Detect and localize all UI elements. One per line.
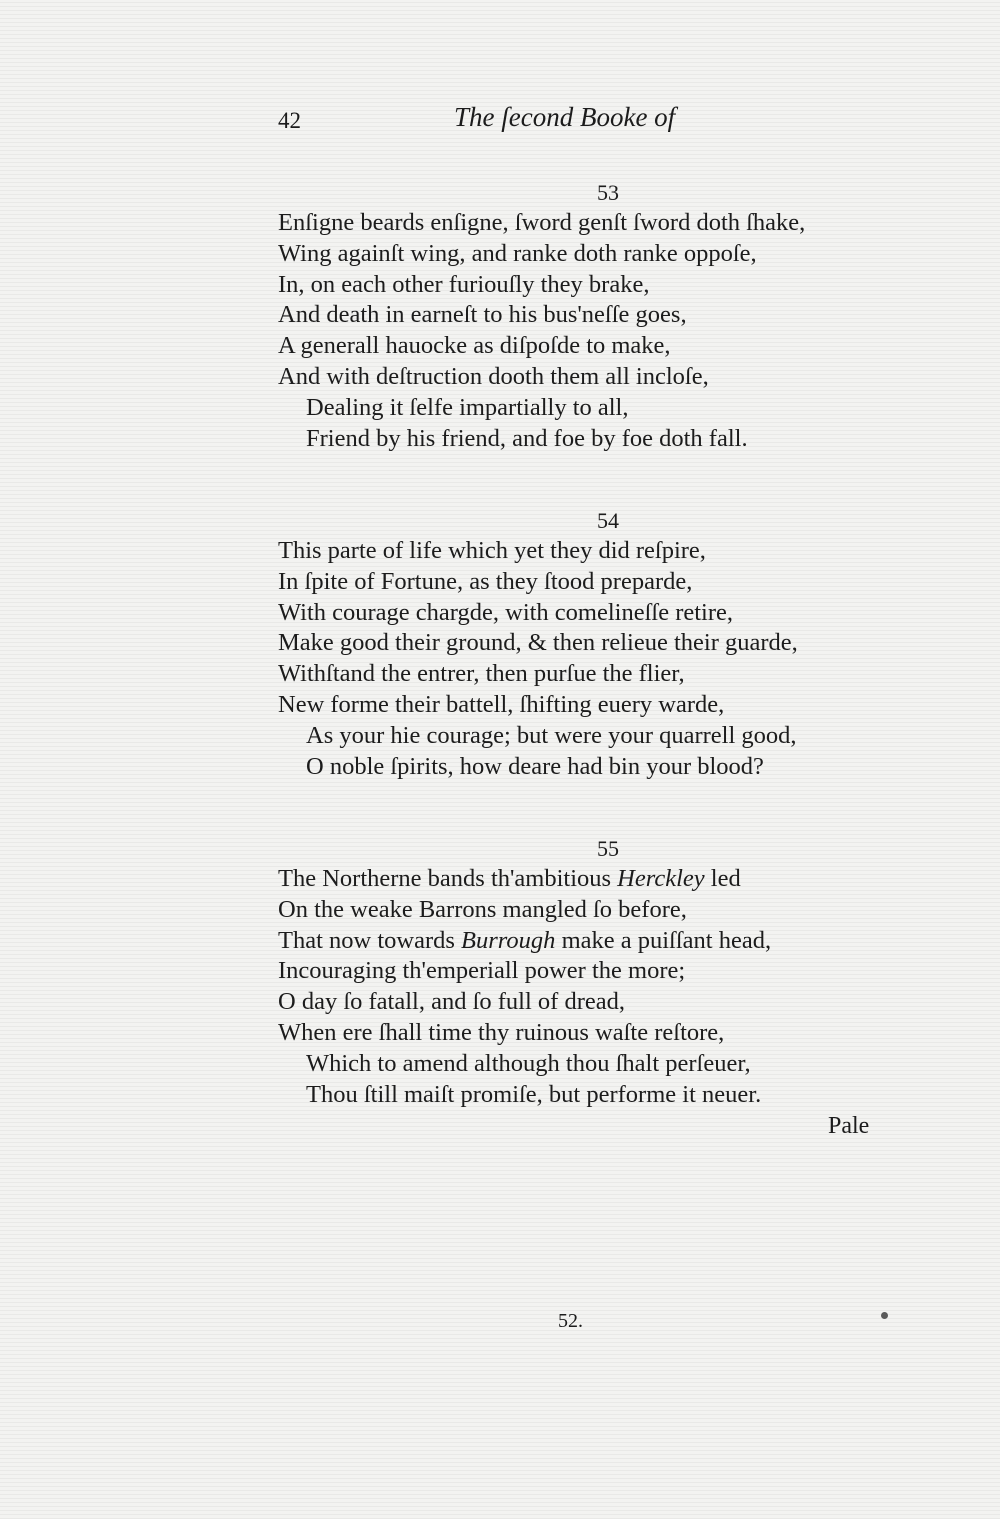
- verse-line: And with deſtruction dooth them all incloſe,: [278, 362, 709, 390]
- running-head: [278, 102, 718, 142]
- stanza-lines: [278, 864, 898, 1110]
- verse-line: Which to amend although thou ſhalt perſeuer,: [306, 1049, 751, 1077]
- verse-line: Friend by his friend, and foe by foe doth fall.: [306, 424, 748, 452]
- signature-mark: 52.: [558, 1310, 583, 1332]
- verse-line: Incouraging th'emperiall power the more;: [278, 957, 686, 985]
- verse-line: In ſpite of Fortune, as they ſtood preparde,: [278, 567, 693, 595]
- verse-line: New forme their battell, ſhifting euery warde,: [278, 690, 725, 718]
- stanza-number: 55: [597, 836, 619, 861]
- verse-line: O day ſo fatall, and ſo full of dread,: [278, 988, 625, 1016]
- verse-line: Make good their ground, & then relieue their guarde,: [278, 629, 798, 657]
- verse-line: When ere ſhall time thy ruinous waſte reſtore,: [278, 1018, 725, 1046]
- stanza-lines: [278, 208, 898, 454]
- stanza-lines: [278, 536, 898, 782]
- verse-text: led: [704, 865, 741, 892]
- stanza-number: 53: [597, 180, 619, 205]
- verse-line: With courage chargde, with comelineſſe retire,: [278, 598, 734, 626]
- verse-line: Withſtand the entrer, then purſue the flier,: [278, 660, 685, 688]
- verse-line: A generall hauocke as diſpoſde to make,: [278, 332, 671, 360]
- stanza-number: 54: [597, 508, 619, 533]
- verse-line: In, on each other furiouſly they brake,: [278, 270, 650, 298]
- verse-line: O noble ſpirits, how deare had bin your blood?: [306, 752, 764, 780]
- proper-name: Herckley: [617, 865, 705, 892]
- stanza-53: [278, 178, 898, 454]
- page-number: 42: [278, 108, 301, 133]
- verse-line: [278, 864, 898, 895]
- verse-line: On the weake Barrons mangled ſo before,: [278, 895, 687, 923]
- proper-name: Burrough: [461, 926, 556, 954]
- ink-spot: [881, 1312, 888, 1319]
- stanza-54: [278, 506, 898, 782]
- verse-text: make a puiſſant head,: [555, 926, 772, 954]
- verse-line: Wing againſt wing, and ranke doth ranke oppoſe,: [278, 239, 757, 267]
- catchword: Pale: [828, 1113, 870, 1139]
- verse-line: Dealing it ſelfe impartially to all,: [306, 393, 629, 421]
- verse-text: The Northerne bands th'ambitious: [278, 865, 618, 892]
- running-title: The ſecond Booke of: [454, 102, 676, 132]
- verse-line: This parte of life which yet they did reſpire,: [278, 537, 706, 564]
- verse-line: As your hie courage; but were your quarrell good,: [306, 721, 797, 749]
- verse-line: [278, 926, 898, 957]
- verse-line: Thou ſtill maiſt promiſe, but performe it neuer.: [306, 1080, 762, 1108]
- verse-line: Enſigne beards enſigne, ſword genſt ſword doth ſhake,: [278, 209, 806, 236]
- stanza-55: [278, 834, 898, 1110]
- verse-text: That now towards: [278, 926, 462, 954]
- verse-line: And death in earneſt to his bus'neſſe goes,: [278, 301, 687, 329]
